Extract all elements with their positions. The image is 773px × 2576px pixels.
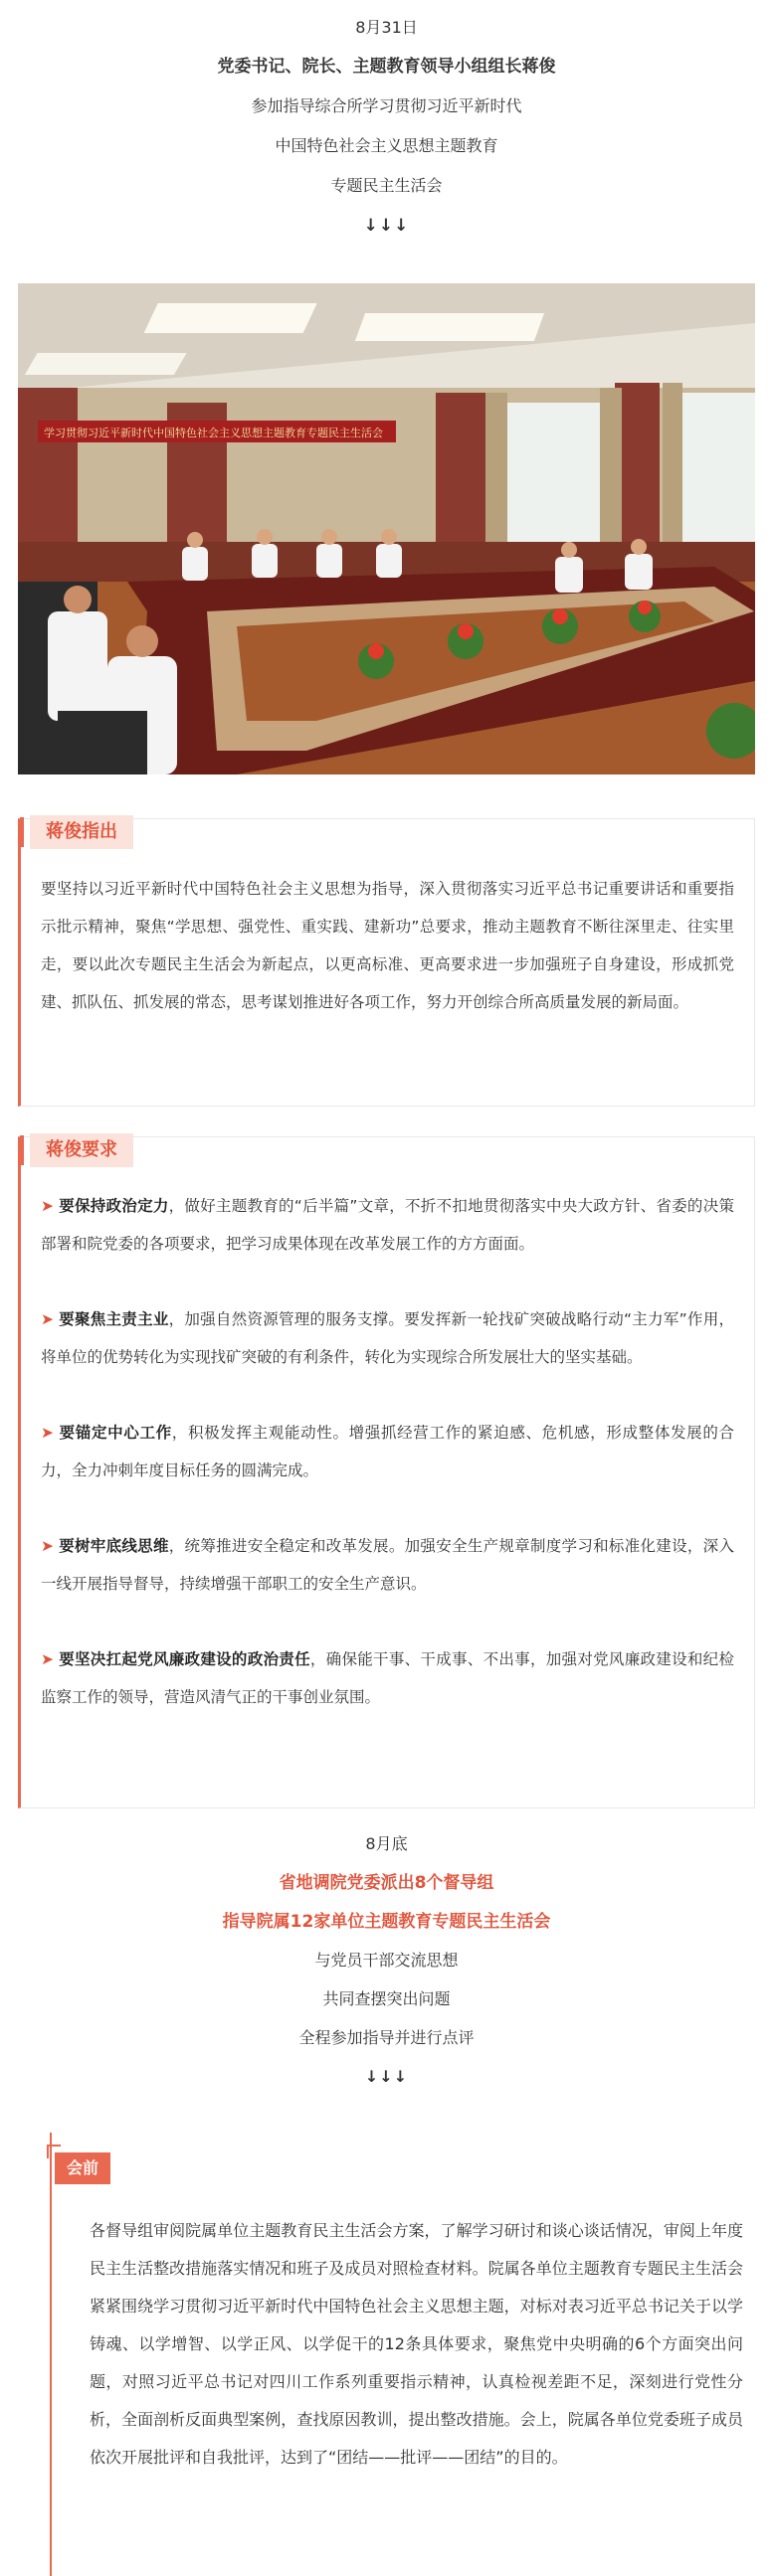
arrow-icon: ➤ — [41, 1310, 54, 1328]
requirement-item — [41, 1300, 734, 1376]
jiangjun-requirements-box — [18, 1136, 755, 1808]
requirement-text: ，统筹推进安全稳定和改革发展。加强安全生产规章制度学习和标准化建设，深入一线开展指导督导，持续增强干部职工的安全生产意识。 — [41, 1537, 734, 1593]
requirement-item — [41, 1640, 734, 1716]
jiangjun-points-title-text: 蒋俊指出 — [46, 821, 117, 842]
requirements-list — [41, 1187, 734, 1754]
meeting-photo — [18, 283, 755, 774]
jiangjun-points-title — [30, 815, 133, 849]
pre-meeting-tag: 会前 — [55, 2152, 110, 2184]
supervision-highlight-2: 指导院属12家单位主题教育专题民主生活会 — [222, 1912, 551, 1932]
meeting-photo-illustration — [18, 283, 755, 774]
supervision-line-3: 全程参加指导并进行点评 — [298, 2028, 475, 2047]
pre-meeting-text: 各督导组审阅院属单位主题教育民主生活会方案，了解学习研讨和谈心谈话情况，审阅上年度民主生活整改措施落实情况和班子及成员对照检查材料。院属各单位主题教育专题民主生活会紧紧围绕学习贯彻习近平新时代中国特色社会主义思想主题，对标对表习近平总书记关于以学铸魂、以学增智、以学正风、以学促干的12条具体要求，聚焦党中央明确的6个方面突出问题，对照习近平总书记对四川工作系列重要指示精神，认真检视差距不足，深刻进行党性分析，全面剖析反面典型案例，查找原因教训，提出整改措施。会上，院属各单位党委班子成员依次开展批评和自我批评，达到了“团结——批评——团结”的目的。 — [90, 2221, 743, 2467]
supervision-section — [0, 1834, 773, 2106]
requirement-lead: 要树牢底线思维 — [59, 1537, 169, 1555]
intro-line-2: 中国特色社会主义思想主题教育 — [275, 136, 498, 155]
supervision-highlight-1: 省地调院党委派出8个督导组 — [279, 1873, 494, 1893]
arrow-icon: ➤ — [41, 1197, 54, 1215]
title-accent-bar — [20, 817, 24, 847]
requirement-item — [41, 1527, 734, 1603]
intro-headline: 党委书记、院长、主题教育领导小组组长蒋俊 — [217, 57, 556, 77]
requirement-lead: 要锚定中心工作 — [59, 1424, 172, 1442]
supervision-arrows: ↓↓↓ — [364, 2067, 409, 2086]
supervision-date: 8月底 — [365, 1834, 408, 1853]
intro-line-1: 参加指导综合所学习贯彻习近平新时代 — [251, 96, 522, 115]
photo-banner-text: 学习贯彻习近平新时代中国特色社会主义思想主题教育专题民主生活会 — [44, 427, 383, 439]
arrow-icon: ➤ — [41, 1424, 54, 1442]
requirement-lead: 要聚焦主责主业 — [59, 1310, 169, 1328]
title-accent-bar — [20, 1135, 24, 1165]
pre-meeting-box — [50, 2133, 755, 2576]
requirement-text: ，确保能干事、干成事、不出事，加强对党风廉政建设和纪检监察工作的领导，营造风清气正的干事创业氛围。 — [41, 1650, 734, 1706]
intro-line-3: 专题民主生活会 — [330, 176, 443, 195]
requirement-item — [41, 1414, 734, 1489]
arrow-icon: ➤ — [41, 1537, 54, 1555]
requirement-text: ，积极发挥主观能动性。增强抓经营工作的紧迫感、危机感，形成整体发展的合力，全力冲刺年度目标任务的圆满完成。 — [41, 1424, 734, 1479]
arrow-icon: ➤ — [41, 1650, 54, 1668]
requirement-text: ，加强自然资源管理的服务支撑。要发挥新一轮找矿突破战略行动“主力军”作用，将单位的优势转化为实现找矿突破的有利条件，转化为实现综合所发展壮大的坚实基础。 — [41, 1310, 734, 1366]
jiangjun-points-text: 要坚持以习近平新时代中国特色社会主义思想为指导，深入贯彻落实习近平总书记重要讲话和重要指示批示精神，聚焦“学思想、强党性、重实践、建新功”总要求，推动主题教育不断往深里走、往实里走，要以此次专题民主生活会为新起点，以更高标准、更高要求进一步加强班子自身建设，形成抓党建、抓队伍、抓发展的常态，思考谋划推进好各项工作，努力开创综合所高质量发展的新局面。 — [41, 880, 734, 1011]
requirement-text: ，做好主题教育的“后半篇”文章，不折不扣地贯彻落实中央大政方针、省委的决策部署和院党委的各项要求，把学习成果体现在改革发展工作的方方面面。 — [41, 1197, 734, 1253]
jiangjun-requirements-title — [30, 1133, 133, 1167]
supervision-line-1: 与党员干部交流思想 — [314, 1951, 459, 1970]
jiangjun-points-box — [18, 818, 755, 1107]
requirement-item — [41, 1187, 734, 1263]
intro-arrows: ↓↓↓ — [363, 216, 410, 236]
supervision-line-2: 共同查摆突出问题 — [322, 1989, 451, 2008]
intro-section — [0, 0, 773, 236]
intro-date: 8月31日 — [355, 18, 418, 37]
requirement-lead: 要保持政治定力 — [59, 1197, 169, 1215]
jiangjun-requirements-title-text: 蒋俊要求 — [46, 1139, 117, 1160]
requirement-lead: 要坚决扛起党风廉政建设的政治责任 — [59, 1650, 310, 1668]
